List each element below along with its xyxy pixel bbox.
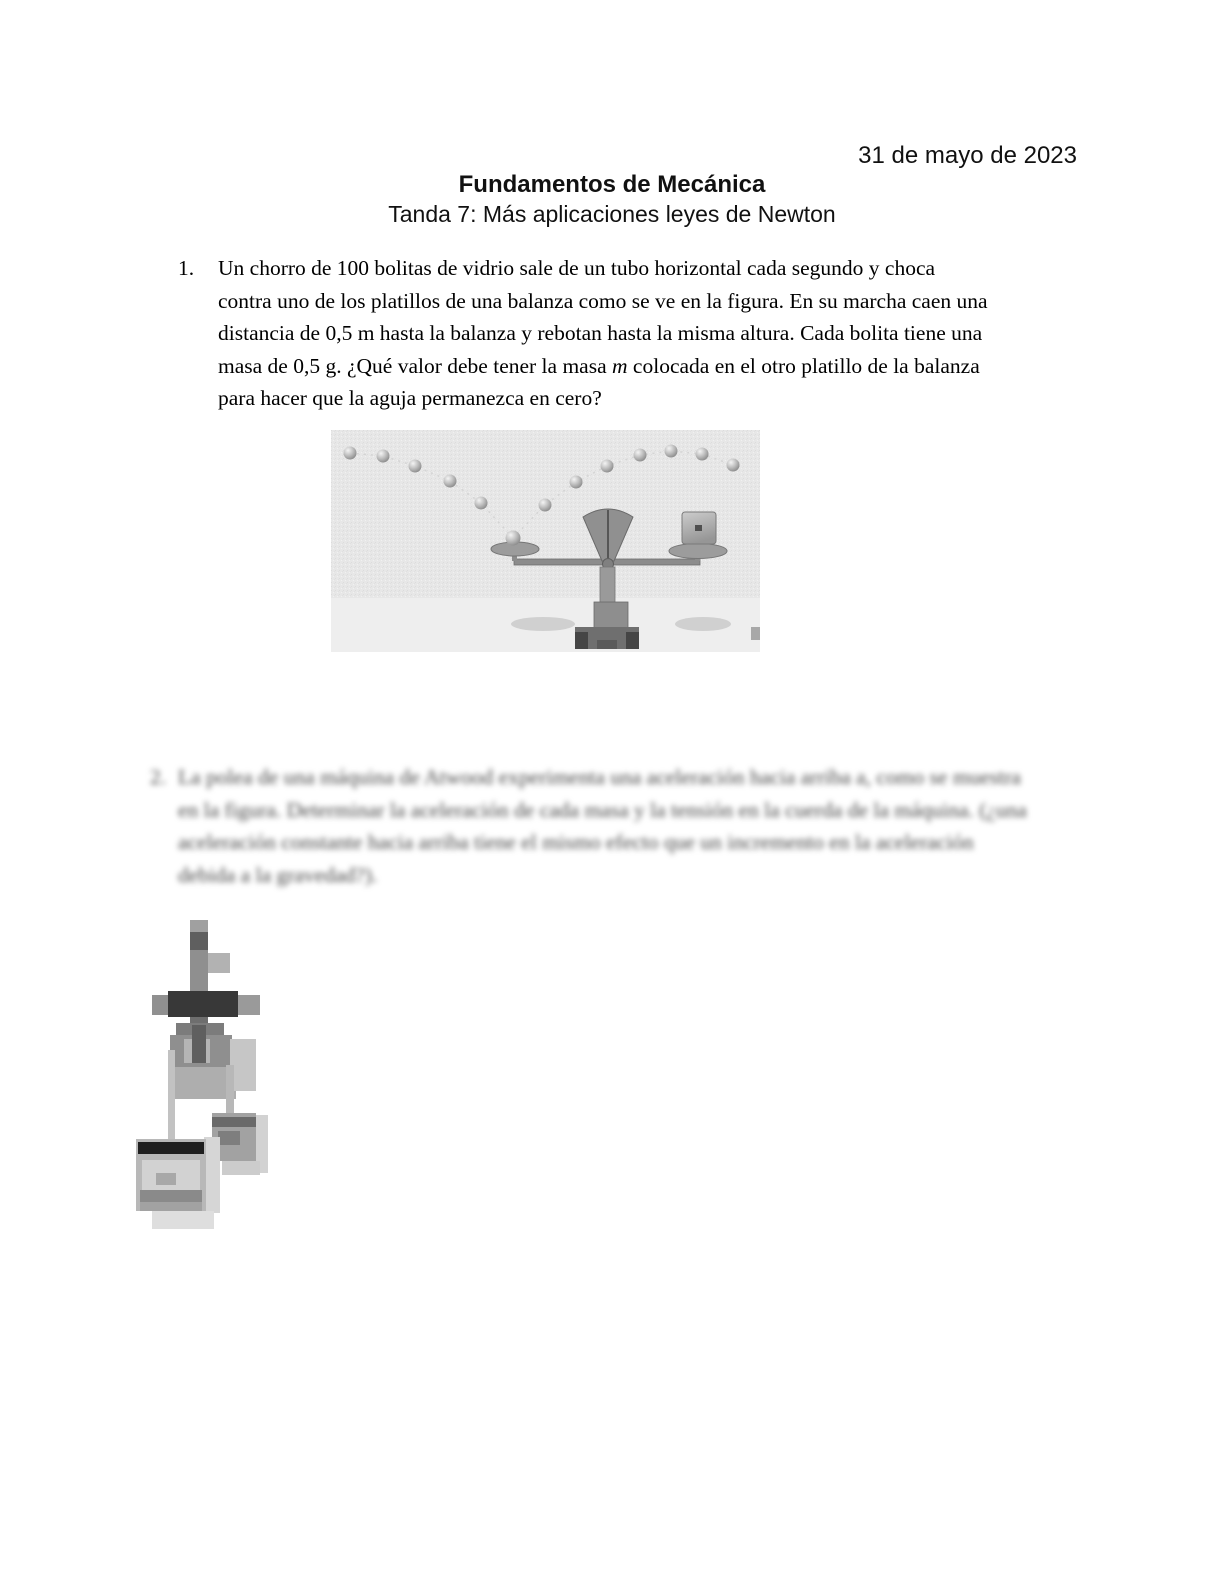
mass-m-variable: m	[612, 353, 628, 378]
problem-1-line-4-post: colocada en el otro platillo de la balanza	[627, 353, 980, 378]
base-center-shade	[597, 640, 617, 649]
doc-date: 31 de mayo de 2023	[858, 142, 1077, 169]
problem-1-line-5: para hacer que la aguja permanezca en cero?	[218, 386, 602, 411]
base-corner-left	[575, 632, 588, 649]
weight-m-mark	[695, 525, 702, 531]
problem-1	[178, 252, 1098, 415]
atwood-pulley-figure	[130, 905, 300, 1230]
base-upper	[594, 602, 628, 630]
left-cord	[168, 1050, 175, 1142]
problem-2-line-1: La polea de una máquina de Atwood experimenta una aceleración hacia arriba a, como se muestra	[178, 765, 1021, 789]
rod-knob	[208, 953, 230, 973]
right-cord	[226, 1065, 234, 1121]
problem-2-text	[178, 761, 1100, 891]
small-mass	[212, 1113, 268, 1175]
large-mass-shadow	[152, 1211, 214, 1229]
problem-1-number: 1.	[178, 256, 195, 280]
doc-subtitle: Tanda 7: Más aplicaciones leyes de Newton	[388, 201, 836, 227]
problem-1-line-2: contra uno de los platillos de una balanza como se ve en la figura. En su marcha caen una	[218, 288, 988, 313]
problem-1-line-4	[218, 350, 1098, 383]
problem-1-text	[218, 252, 1098, 415]
problem-2-line-4: debida a la gravedad?).	[178, 862, 378, 887]
large-mass	[136, 1137, 220, 1229]
pillar	[600, 567, 615, 605]
problem-1-line-3: distancia de 0,5 m hasta la balanza y rebotan hasta la misma altura. Cada bolita tiene una	[218, 321, 983, 346]
base-corner-right	[626, 632, 639, 649]
problem-2	[150, 761, 1100, 891]
right-pan	[669, 544, 727, 559]
pulley-wheel	[170, 1017, 256, 1099]
balance-figure	[331, 430, 760, 652]
problem-1-line-1: Un chorro de 100 bolitas de vidrio sale de un tubo horizontal cada segundo y choca	[218, 256, 936, 280]
problem-2-number: 2.	[150, 765, 167, 789]
problem-1-line-4-pre: masa de 0,5 g. ¿Qué valor debe tener la masa	[218, 353, 613, 378]
problem-2-line-2: en la figura. Determinar la aceleración de cada masa y la tensión en la cuerda de la máquina. (¿una	[178, 797, 1027, 822]
problem-2-line-3: aceleración constante hacia arriba tiene el mismo efecto que un incremento en la aceleración	[178, 830, 974, 855]
clamp-bar	[152, 991, 260, 1017]
doc-title: Fundamentos de Mecánica	[458, 171, 766, 198]
